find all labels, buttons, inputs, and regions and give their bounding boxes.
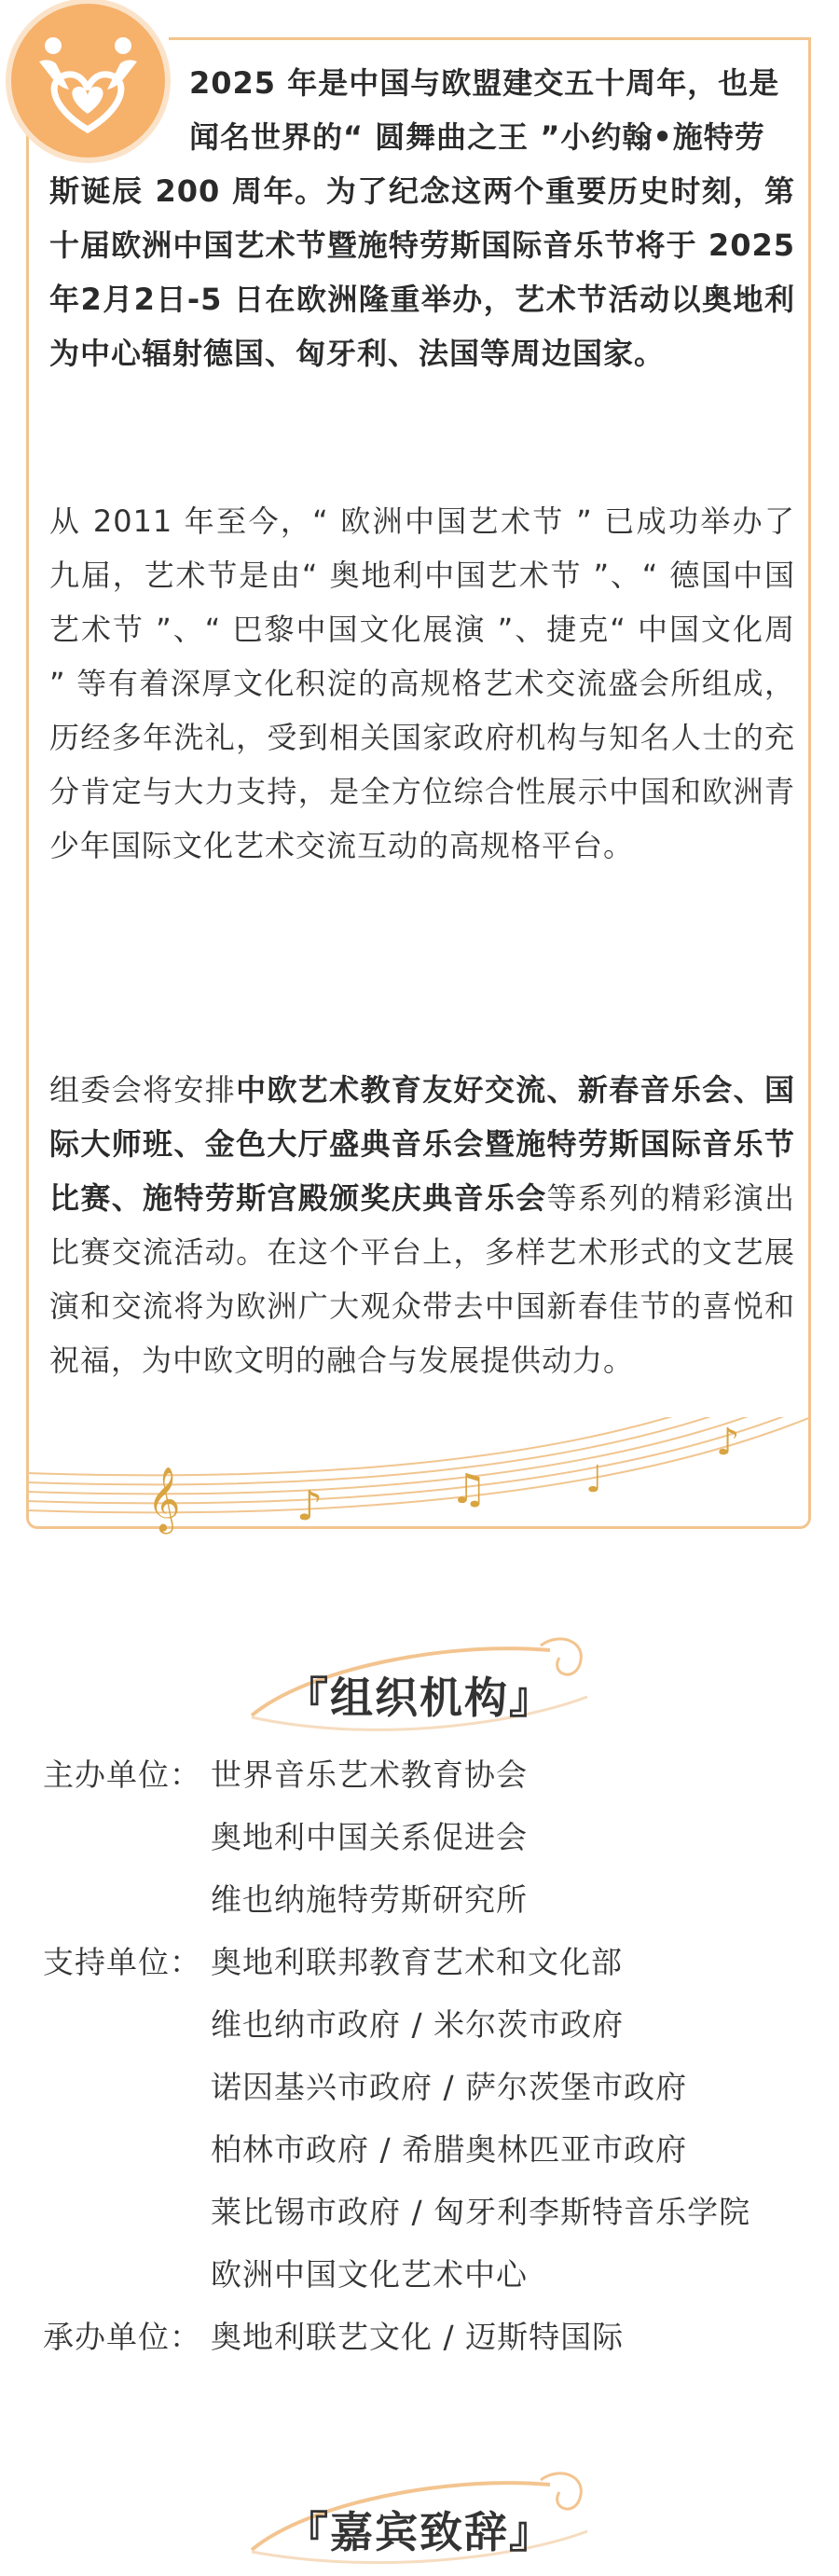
card-top-border [169, 37, 808, 40]
host-item: 维也纳施特劳斯研究所 [211, 1881, 528, 1918]
svg-text:♪: ♪ [716, 1421, 740, 1464]
host-label: 主办单位： [43, 1756, 201, 1793]
svg-text:𝄞: 𝄞 [147, 1467, 181, 1532]
host-item: 奥地利中国关系促进会 [211, 1819, 528, 1855]
svg-text:♪: ♪ [296, 1482, 323, 1530]
heart-dancers-logo-icon [11, 4, 165, 158]
supporter-item: 欧洲中国文化艺术中心 [211, 2256, 528, 2293]
supporter-items [211, 1931, 817, 2306]
intro-card [26, 37, 811, 1529]
svg-text:♩: ♩ [585, 1458, 603, 1501]
organizer-label: 承办单位： [43, 2319, 201, 2355]
svg-text:♫: ♫ [450, 1466, 488, 1513]
organizer-item: 奥地利联艺文化 / 迈斯特国际 [211, 2319, 625, 2355]
supporter-row [43, 1931, 817, 2306]
intro-paragraph-3 [49, 1063, 795, 1387]
supporter-label: 支持单位： [43, 1944, 201, 1980]
host-row [43, 1743, 817, 1931]
host-item: 世界音乐艺术教育协会 [211, 1756, 528, 1793]
organizer-row [43, 2306, 817, 2368]
section-title-guest-speech: 『嘉宾致辞』 [285, 2507, 554, 2557]
supporter-item: 诺因基兴市政府 / 萨尔茨堡市政府 [211, 2069, 688, 2105]
section-title-organization: 『组织机构』 [285, 1673, 554, 1723]
intro-p3-highlight: 中欧艺术教育友好交流、新春音乐会、国际大师班、金色大厅盛典音乐会暨施特劳斯国际音乐节比赛、施特劳斯宫殿颁奖庆典音乐会 [49, 1072, 795, 1216]
intro-p1-rest: 斯诞辰 200 周年。为了纪念这两个重要历史时刻，第十届欧洲中国艺术节暨施特劳斯国际音乐节将于 2025 年2月2日-5 日在欧洲隆重举办，艺术节活动以奥地利为中心辐射德国、匈牙利、法国等周边国家。 [49, 173, 795, 371]
supporter-item: 柏林市政府 / 希腊奥林匹亚市政府 [211, 2131, 688, 2168]
organization-list [43, 1743, 817, 2368]
intro-p1-line1: 2025 年是中国与欧盟建交五十周年，也是 [189, 65, 780, 101]
intro-paragraph-2: 从 2011 年至今，“ 欧洲中国艺术节 ” 已成功举办了九届，艺术节是由“ 奥地利中国艺术节 ”、“ 德国中国艺术节 ”、“ 巴黎中国文化展演 ”、捷克“ 中国文化周 ” 等有着深厚文化积淀的高规格艺术交流盛会所组成，历经多年洗礼，受到相关国家政府机构与知名人士的充分肯定与大力支持，是全方位综合性展示中国和欧洲青少年国际文化艺术交流互动的高规格平台。 [49, 503, 795, 863]
intro-p3-end: 等系列的精彩演出比赛交流活动。在这个平台上，多样艺术形式的文艺展演和交流将为欧洲广大观众带去中国新春佳节的喜悦和祝福，为中欧文明的融合与发展提供动力。 [49, 1180, 795, 1378]
supporter-item: 莱比锡市政府 / 匈牙利李斯特音乐学院 [211, 2194, 751, 2230]
intro-p3-start: 组委会将安排 [49, 1072, 237, 1108]
intro-p1-line2: 闻名世界的“ 圆舞曲之王 ”小约翰•施特劳 [189, 119, 765, 155]
organizer-items [211, 2306, 817, 2368]
host-items [211, 1743, 817, 1931]
supporter-item: 维也纳市政府 / 米尔茨市政府 [211, 2006, 625, 2043]
supporter-item: 奥地利联邦教育艺术和文化部 [211, 1944, 623, 1980]
music-staff-icon [26, 1417, 811, 1585]
